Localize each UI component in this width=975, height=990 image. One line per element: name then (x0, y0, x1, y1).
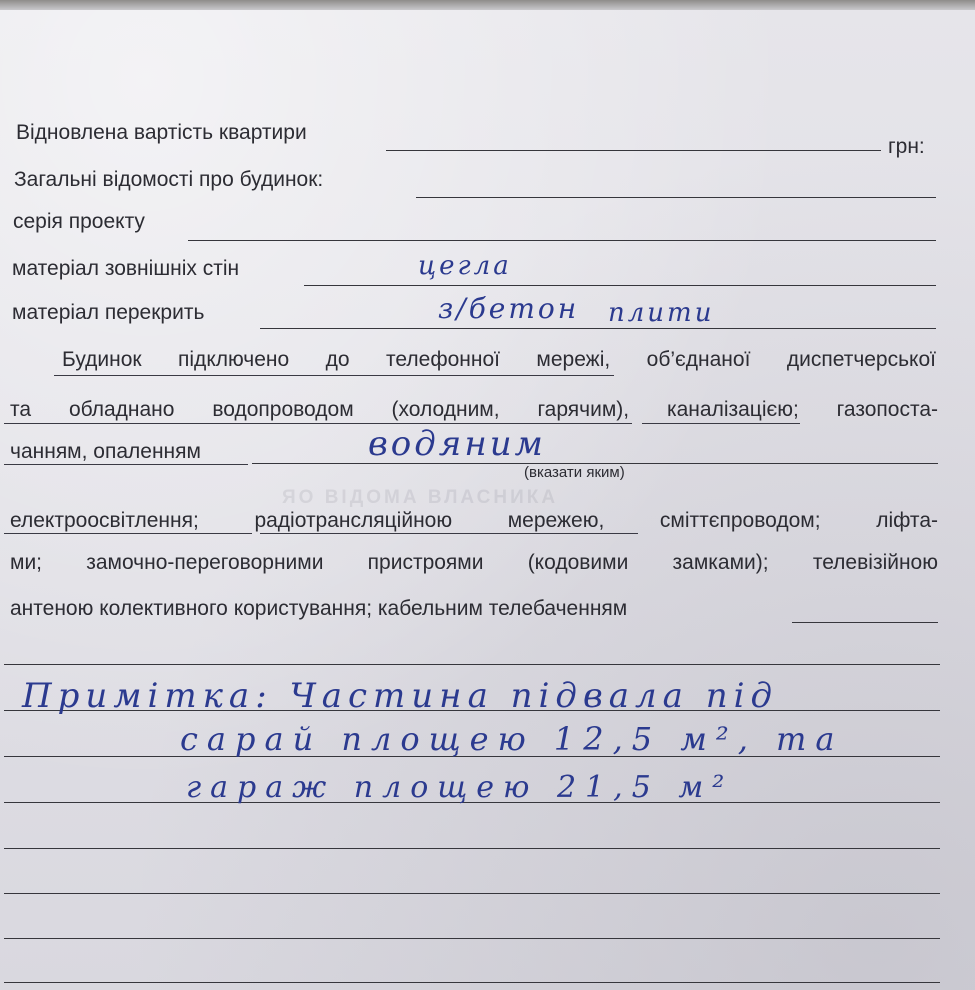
para1-line2: та обладнано водопроводом (холодним, гарячим), каналізацією; газопоста- (10, 398, 938, 421)
para2-line3: антеною колективного користування; кабельним телебаченням (10, 597, 628, 620)
para1-line1: Будинок підключено до телефонної мережі, об’єднаної диспетчерської (62, 348, 936, 371)
para2-line1: електроосвітлення; радіотрансляційною мережею, сміттєпроводом; ліфта- (10, 509, 938, 532)
note-line[interactable] (4, 893, 940, 894)
handwritten-note-line2: сарай площею 12,5 м², та (180, 720, 844, 758)
handwritten-note-line3: гараж площею 21,5 м² (186, 770, 734, 805)
project-series-label: серія проекту (13, 210, 145, 233)
note-line[interactable] (4, 982, 940, 983)
handwritten-note-line1: Примітка: Частина підвала під (22, 676, 779, 716)
floor-material-value-b: плити (608, 298, 715, 328)
page-top-edge (0, 0, 975, 10)
floor-material-field[interactable] (260, 328, 936, 329)
note-line[interactable] (4, 938, 940, 939)
heating-hint: (вказати яким) (524, 464, 625, 481)
building-info-field[interactable] (416, 197, 936, 198)
wall-material-label: матеріал зовнішніх стін (12, 257, 240, 280)
para1-line3-label: чанням, опаленням (10, 440, 201, 463)
building-info-label: Загальні відомості про будинок: (14, 168, 324, 191)
note-line[interactable] (4, 848, 940, 849)
cable-tv-field[interactable] (792, 622, 938, 623)
para2-line2: ми; замочно-переговорними пристроями (кодовими замками); телевізійною (10, 551, 938, 574)
restored-cost-field[interactable] (386, 150, 881, 151)
wall-material-field[interactable] (304, 285, 936, 286)
para1-underline3 (4, 464, 248, 465)
para2-underline1a (4, 533, 252, 534)
floor-material-label: матеріал перекрить (12, 301, 205, 324)
currency-label: грн: (888, 135, 925, 158)
para1-underline2b (642, 423, 800, 424)
heating-value: водяним (368, 424, 546, 464)
para2-underline1b (260, 533, 638, 534)
note-line[interactable] (4, 664, 940, 665)
project-series-field[interactable] (188, 240, 936, 241)
restored-cost-label: Відновлена вартість квартири (16, 121, 307, 144)
para1-underline1 (54, 375, 614, 376)
show-through-text: ЯО ВІДОМА ВЛАСНИКА (282, 487, 559, 508)
wall-material-value: цегла (418, 251, 512, 281)
floor-material-value-a: з/бетон (438, 292, 580, 325)
